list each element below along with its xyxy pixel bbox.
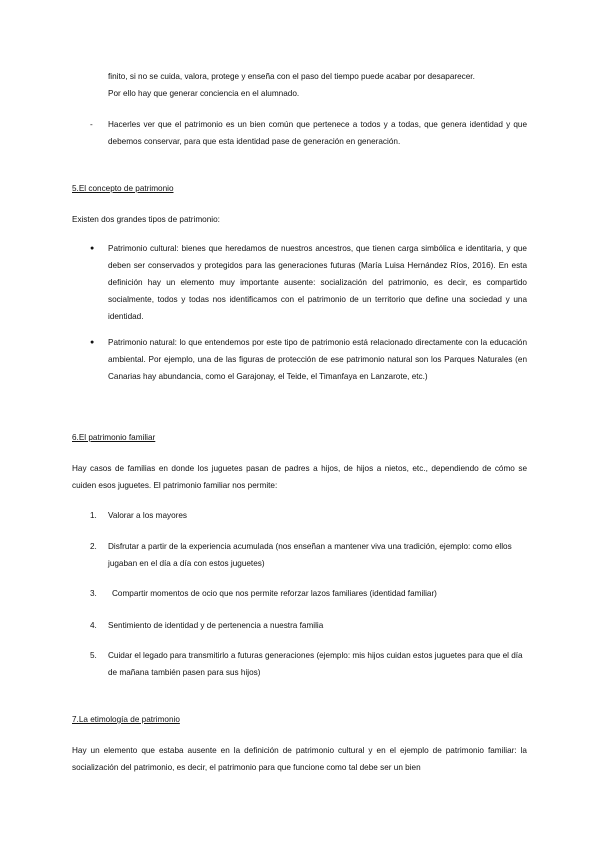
item-number: 3. xyxy=(90,589,97,598)
section-paragraph: Hay un elemento que estaba ausente en la definición de patrimonio cultural y en el ejemplo de patrimonio familiar: la socialización del patrimonio, es decir, el patrimonio para que funcione como tal debe ser un bien xyxy=(72,746,527,772)
continuation-line: finito, si no se cuida, valora, protege y enseña con el paso del tiempo puede acabar por desaparecer. xyxy=(108,72,475,81)
section-heading: 5.El concepto de patrimonio xyxy=(72,184,174,193)
item-number: 1. xyxy=(90,511,97,520)
dash-marker: - xyxy=(90,120,93,129)
section-paragraph: Hay casos de familias en donde los juguetes pasan de padres a hijos, de hijos a nietos, etc., dependiendo de cómo se cuiden esos juguetes. El patrimonio familiar nos permite: xyxy=(72,464,527,490)
bullet-text: Patrimonio natural: lo que entendemos por este tipo de patrimonio está relacionado directamente con la educación ambiental. Por ejemplo, una de las figuras de protección de ese patrimonio natural son los Parques Naturales (en Canarias hay abundancia, como el Garajonay, el Teide, el Timanfaya en Lanzarote, etc.) xyxy=(108,338,527,381)
section-heading: 6.El patrimonio familiar xyxy=(72,433,156,442)
section-heading: 7.La etimología de patrimonio xyxy=(72,715,180,724)
item-number: 4. xyxy=(90,621,97,630)
item-text: Compartir momentos de ocio que nos permite reforzar lazos familiares (identidad familiar) xyxy=(112,589,437,598)
bullet-marker: ● xyxy=(90,339,95,346)
dash-item-text: Hacerles ver que el patrimonio es un bien común que pertenece a todos y a todas, que genera identidad y que debemos conservar, para que esta identidad pase de generación en generación. xyxy=(108,120,527,146)
item-text: Valorar a los mayores xyxy=(108,511,188,520)
continuation-line: Por ello hay que generar conciencia en el alumnado. xyxy=(108,89,300,98)
item-text: Disfrutar a partir de la experiencia acumulada (nos enseñan a mantener viva una tradición, ejemplo: como ellos jugaban en el día a día con estos juguetes) xyxy=(108,542,512,568)
item-number: 2. xyxy=(90,542,97,551)
item-text: Cuidar el legado para transmitirlo a futuras generaciones (ejemplo: mis hijos cuidan estos juguetes para que el día de mañana también pasen para sus hijos) xyxy=(108,651,523,677)
item-number: 5. xyxy=(90,651,97,660)
section-intro: Existen dos grandes tipos de patrimonio: xyxy=(72,215,220,224)
bullet-marker: ● xyxy=(90,245,95,252)
item-text: Sentimiento de identidad y de pertenencia a nuestra familia xyxy=(108,621,324,630)
bullet-text: Patrimonio cultural: bienes que heredamos de nuestros ancestros, que tienen carga simbólica e identitaria, y que deben ser conservados y protegidos para las generaciones futuras (María Luisa Hernández Ríos, 2016). En esta definición hay un elemento muy importante ausente: socialización del patrimonio, es decir, es compartido socialmente, todos y todas nos identificamos con el patrimonio de un territorio que define una sociedad y una identidad. xyxy=(108,244,527,321)
